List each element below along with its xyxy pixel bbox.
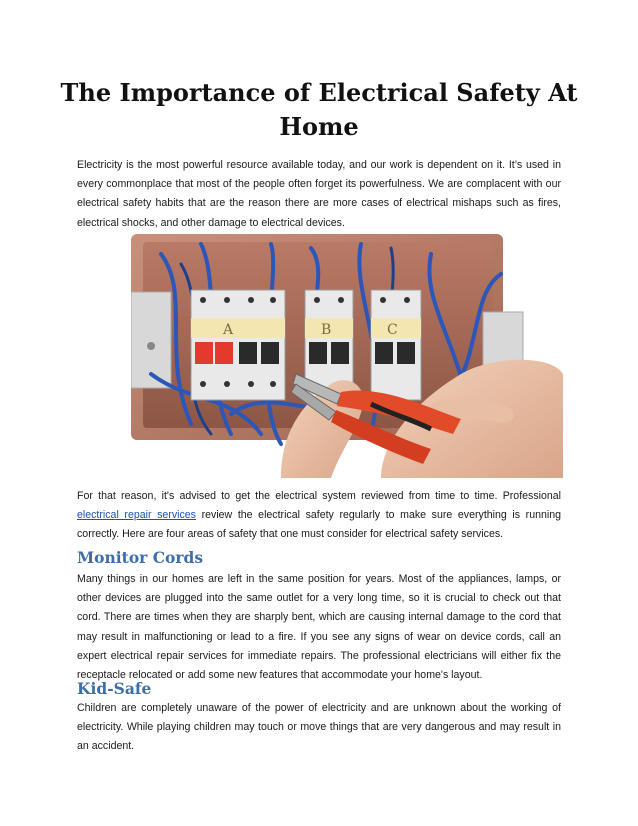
section-body-kid-safe: Children are completely unaware of the power of electricity and are unknown about the working of electricity. While playing children may touch or move things that are very dangerous and may result in an accident. — [77, 702, 561, 753]
electrical-repair-services-link[interactable]: electrical repair services — [77, 509, 196, 522]
paragraph-text-after-link: review the electrical safety regularly to make sure everything is running correctly. Here are four areas of safety that one must consider for electrical safety services. — [77, 509, 562, 541]
section-heading-monitor-cords: Monitor Cords — [77, 548, 204, 567]
section-heading-kid-safe: Kid-Safe — [77, 679, 152, 698]
label-c: C — [387, 322, 398, 338]
electrical-panel-photo — [131, 234, 563, 478]
paragraph-text-before-link: For that reason, it's advised to get the electrical system reviewed from time to time. Professional — [77, 490, 561, 502]
label-b: B — [321, 322, 332, 338]
page-title: The Importance of Electrical Safety At Home — [60, 78, 578, 141]
section-body-monitor-cords: Many things in our homes are left in the same position for years. Most of the appliances, lamps, or other devices are plugged into the same outlet for a very long time, so it is crucial to check out that cord. There are times when they are sharply bent, which are causing internal damage to the cord that may result in malfunctioning or lead to a fire. If you see any signs of wear on device cords, call an expert electrical repair services for immediate repairs. The professional electricians will either fix the receptacle relocated or add some new features that accommodate your home's layout. — [77, 573, 561, 682]
intro-paragraph: Electricity is the most powerful resource available today, and our work is dependent on it. It’s used in every commonplace that most of the people often forget its powerfulness. We are complacent with our electrical safety habits that are the reason there are more cases of electrical mishaps such as fires, electrical shocks, and other damage to electrical devices. — [77, 159, 561, 229]
paragraph-professional-review — [77, 487, 561, 545]
label-a: A — [223, 322, 234, 338]
